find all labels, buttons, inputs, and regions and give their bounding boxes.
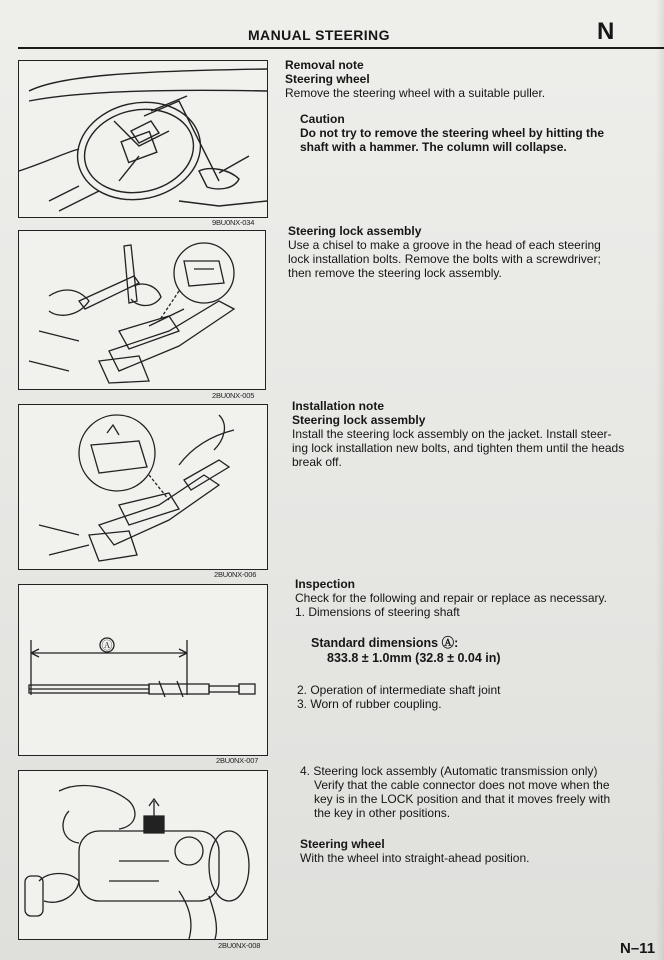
- lock-removal-line: lock installation bolts. Remove the bolts with a screwdriver;: [288, 252, 601, 266]
- lock-removal-block: [288, 224, 660, 280]
- inspection-item: 2. Operation of intermediate shaft joint: [297, 683, 501, 697]
- caution-line: shaft with a hammer. The column will collapse.: [300, 140, 567, 154]
- inspection-item-line: Verify that the cable connector does not move when the: [314, 778, 610, 792]
- spec-label: Standard dimensions Ⓐ:: [311, 636, 459, 650]
- installation-line: Install the steering lock assembly on the jacket. Install steer-: [292, 427, 612, 441]
- inspection-intro: Check for the following and repair or replace as necessary.: [295, 591, 607, 605]
- lock-removal-heading: Steering lock assembly: [288, 224, 422, 238]
- inspection-item-line: the key in other positions.: [314, 806, 451, 820]
- installation-heading: Installation note: [292, 399, 385, 413]
- inspection-items-2-3: [297, 683, 657, 711]
- removal-note-heading: Removal note: [285, 58, 364, 72]
- standard-dimensions: [311, 636, 651, 666]
- lock-removal-line: Use a chisel to make a groove in the head of each steering: [288, 238, 601, 252]
- inspection-item: 1. Dimensions of steering shaft: [295, 605, 460, 619]
- steering-wheel-subheading: Steering wheel: [285, 72, 370, 86]
- removal-note-block: [285, 58, 655, 100]
- figure-chisel-groove: [18, 230, 266, 390]
- steering-wheel-heading: Steering wheel: [300, 837, 385, 851]
- figure-code: 2BU0NX-008: [218, 941, 261, 950]
- installation-subheading: Steering lock assembly: [292, 413, 426, 427]
- install-lock-illustration: [19, 405, 267, 569]
- cable-connector-illustration: [19, 771, 267, 939]
- page-number: N–11: [620, 940, 656, 957]
- installation-block: [292, 399, 660, 469]
- section-letter: N: [597, 18, 615, 45]
- spec-value: 833.8 ± 1.0mm (32.8 ± 0.04 in): [327, 651, 501, 665]
- steering-wheel-body: With the wheel into straight-ahead position.: [300, 851, 530, 865]
- figure-shaft-dimension: [18, 584, 268, 756]
- dimension-label: Ⓐ: [101, 640, 113, 652]
- figure-steering-wheel-puller: [18, 60, 268, 218]
- installation-line: break off.: [292, 455, 342, 469]
- removal-body: Remove the steering wheel with a suitable puller.: [285, 86, 546, 100]
- header-rule: [18, 47, 664, 49]
- inspection-block: [295, 577, 660, 619]
- lock-removal-line: then remove the steering lock assembly.: [288, 266, 502, 280]
- figure-code: 2BU0NX-005: [212, 391, 255, 400]
- figure-code: 9BU0NX-034: [212, 218, 255, 227]
- inspection-item: 4. Steering lock assembly (Automatic transmission only): [300, 764, 598, 778]
- inspection-item-4: [300, 764, 662, 820]
- figure-cable-connector: [18, 770, 268, 940]
- inspection-item-line: key is in the LOCK position and that it moves freely with: [314, 792, 611, 806]
- figure-install-lock: [18, 404, 268, 570]
- caution-block: [300, 112, 660, 154]
- figure-code: 2BU0NX-006: [214, 570, 257, 579]
- page-title: MANUAL STEERING: [248, 27, 390, 43]
- caution-line: Do not try to remove the steering wheel by hitting the: [300, 126, 605, 140]
- chisel-illustration: [19, 231, 265, 389]
- steering-wheel-illustration: [19, 61, 267, 217]
- inspection-heading: Inspection: [295, 577, 356, 591]
- caution-heading: Caution: [300, 112, 345, 126]
- inspection-item: 3. Worn of rubber coupling.: [297, 697, 442, 711]
- steering-wheel-install-block: [300, 837, 660, 865]
- figure-code: 2BU0NX-007: [216, 756, 259, 765]
- page-edge-shadow: [656, 0, 664, 960]
- shaft-illustration: [19, 585, 267, 755]
- installation-line: ing lock installation new bolts, and tighten them until the heads: [292, 441, 625, 455]
